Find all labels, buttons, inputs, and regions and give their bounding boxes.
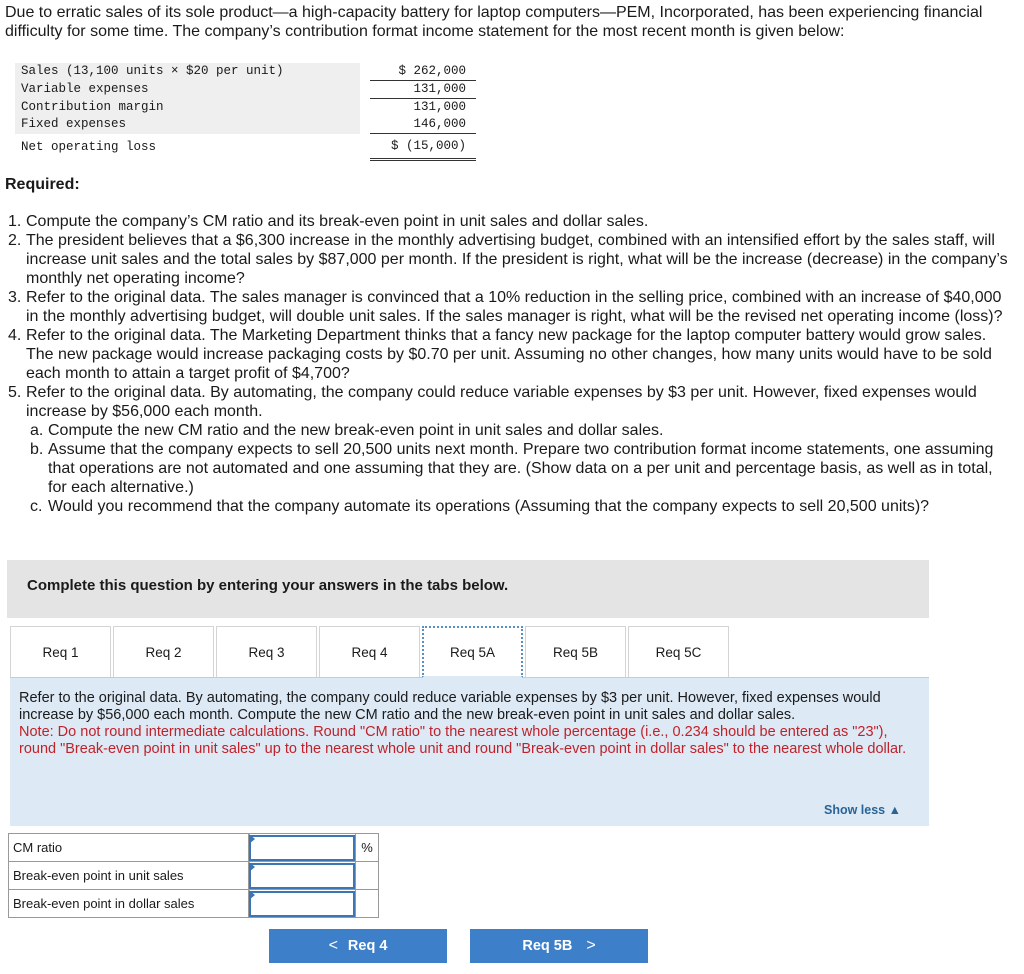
income-statement <box>15 63 476 161</box>
question-list <box>5 212 1015 516</box>
subquestion-text: Assume that the company expects to sell 20,500 units next month. Prepare two contribution format income statements, one assuming that operations are not automated and one assuming that they are. (Show data on a per unit and percentage basis, as well as in total, for each alternative.) <box>48 441 994 496</box>
prev-req-label: Req 4 <box>347 938 388 954</box>
question-item <box>5 231 1015 288</box>
question-number: 4. <box>8 327 22 344</box>
statement-amount: 131,000 <box>370 81 476 99</box>
statement-row <box>15 116 476 134</box>
question-number: 2. <box>8 232 22 249</box>
chevron-right-icon: > <box>586 937 596 954</box>
answer-row <box>9 862 379 890</box>
subquestion-letter: c. <box>30 498 43 515</box>
unit-cell <box>356 890 379 918</box>
next-req-button[interactable] <box>470 929 648 963</box>
statement-row <box>15 63 476 81</box>
req-tab-bar <box>10 626 731 678</box>
unit-cell <box>356 862 379 890</box>
statement-amount: $ (15,000) <box>370 134 476 160</box>
next-req-label: Req 5B <box>522 938 573 954</box>
triangle-up-icon: ▲ <box>888 803 901 817</box>
statement-amount: $ 262,000 <box>370 63 476 81</box>
question-item <box>5 288 1015 326</box>
question-item <box>5 326 1015 383</box>
subquestion-item <box>26 497 1015 516</box>
subquestion-item <box>26 421 1015 440</box>
answer-row <box>9 834 379 862</box>
prev-req-button[interactable] <box>269 929 447 963</box>
question-text: Refer to the original data. The Marketing Department thinks that a fancy new package for the laptop computer battery would grow sales. The new package would increase packaging costs by $0.70 per unit. Assuming no other changes, how many units would have to be sold each month to attain a target profit of $4,700? <box>26 327 992 382</box>
question-item <box>5 212 1015 231</box>
subquestion-letter: b. <box>30 441 44 458</box>
question-text: Refer to the original data. By automating, the company could reduce variable expenses by $3 per unit. However, fixed expenses would increase by $56,000 each month. <box>26 384 977 420</box>
answer-table <box>8 833 379 918</box>
answer-row <box>9 890 379 918</box>
subquestion-item <box>26 440 1015 497</box>
statement-row <box>15 99 476 117</box>
subquestion-text: Would you recommend that the company automate its operations (Assuming that the company expects to sell 20,500 units)? <box>48 498 930 515</box>
statement-label: Sales (13,100 units × $20 per unit) <box>15 63 360 81</box>
intro-paragraph: Due to erratic sales of its sole product—a high-capacity battery for laptop computers—PEM, Incorporated, has been experiencing financial difficulty for some time. The company’s contribution format income statement for the most recent month is given below: <box>5 4 983 40</box>
break-even-dollars-input[interactable] <box>249 891 355 917</box>
statement-label: Contribution margin <box>15 99 360 117</box>
tab-req-2[interactable]: Req 2 <box>113 626 214 678</box>
instructions-banner: Complete this question by entering your answers in the tabs below. <box>7 560 929 618</box>
answer-label: Break-even point in unit sales <box>9 862 249 890</box>
statement-amount: 146,000 <box>370 116 476 134</box>
statement-label: Fixed expenses <box>15 116 360 134</box>
show-less-label: Show less <box>824 803 886 817</box>
input-flag-icon <box>249 862 255 872</box>
break-even-units-input[interactable] <box>249 863 355 889</box>
panel-instructions: Refer to the original data. By automating, the company could reduce variable expenses by $3 per unit. However, fixed expenses would increase by $56,000 each month. Compute the new CM ratio and the new break-even point in unit sales and dollar sales. <box>19 690 881 723</box>
question-number: 5. <box>8 384 22 401</box>
chevron-left-icon: < <box>328 937 338 954</box>
cm-ratio-input[interactable] <box>249 835 355 861</box>
tab-panel <box>10 677 929 826</box>
question-number: 3. <box>8 289 22 306</box>
statement-row <box>15 81 476 99</box>
statement-amount: 131,000 <box>413 100 466 114</box>
statement-label: Variable expenses <box>15 81 360 99</box>
tab-req-5b[interactable]: Req 5B <box>525 626 626 678</box>
question-text: Compute the company’s CM ratio and its break-even point in unit sales and dollar sales. <box>26 213 649 230</box>
tab-req-5c[interactable]: Req 5C <box>628 626 729 678</box>
answer-label: CM ratio <box>9 834 249 862</box>
question-number: 1. <box>8 213 22 230</box>
statement-label: Net operating loss <box>21 139 157 154</box>
tab-req-1[interactable]: Req 1 <box>10 626 111 678</box>
statement-row <box>15 134 476 160</box>
subquestion-text: Compute the new CM ratio and the new break-even point in unit sales and dollar sales. <box>48 422 664 439</box>
answer-label: Break-even point in dollar sales <box>9 890 249 918</box>
question-text: Refer to the original data. The sales manager is convinced that a 10% reduction in the selling price, combined with an increase of $40,000 in the monthly advertising budget, will double unit sales. If the sales manager is right, what will be the revised net operating income (loss)? <box>26 289 1003 325</box>
subquestion-list <box>26 421 1015 516</box>
input-flag-icon <box>249 890 255 900</box>
show-less-link[interactable] <box>824 802 901 819</box>
tab-req-3[interactable]: Req 3 <box>216 626 317 678</box>
percent-unit: % <box>356 834 379 862</box>
input-flag-icon <box>249 834 255 844</box>
panel-note: Note: Do not round intermediate calculations. Round "CM ratio" to the nearest whole percentage (i.e., 0.234 should be entered as "23"), round "Break-even point in unit sales" up to the nearest whole unit and round "Break-even point in dollar sales" to the nearest whole dollar. <box>19 724 907 757</box>
question-text: The president believes that a $6,300 increase in the monthly advertising budget, combined with an intensified effort by the sales staff, will increase unit sales and the total sales by $87,000 per month. If the president is right, what will be the increase (decrease) in the company’s monthly net operating income? <box>26 232 1008 287</box>
question-item <box>5 383 1015 516</box>
tab-req-4[interactable]: Req 4 <box>319 626 420 678</box>
required-heading: Required: <box>5 176 80 193</box>
tab-req-5a[interactable]: Req 5A <box>422 626 523 678</box>
subquestion-letter: a. <box>30 422 44 439</box>
